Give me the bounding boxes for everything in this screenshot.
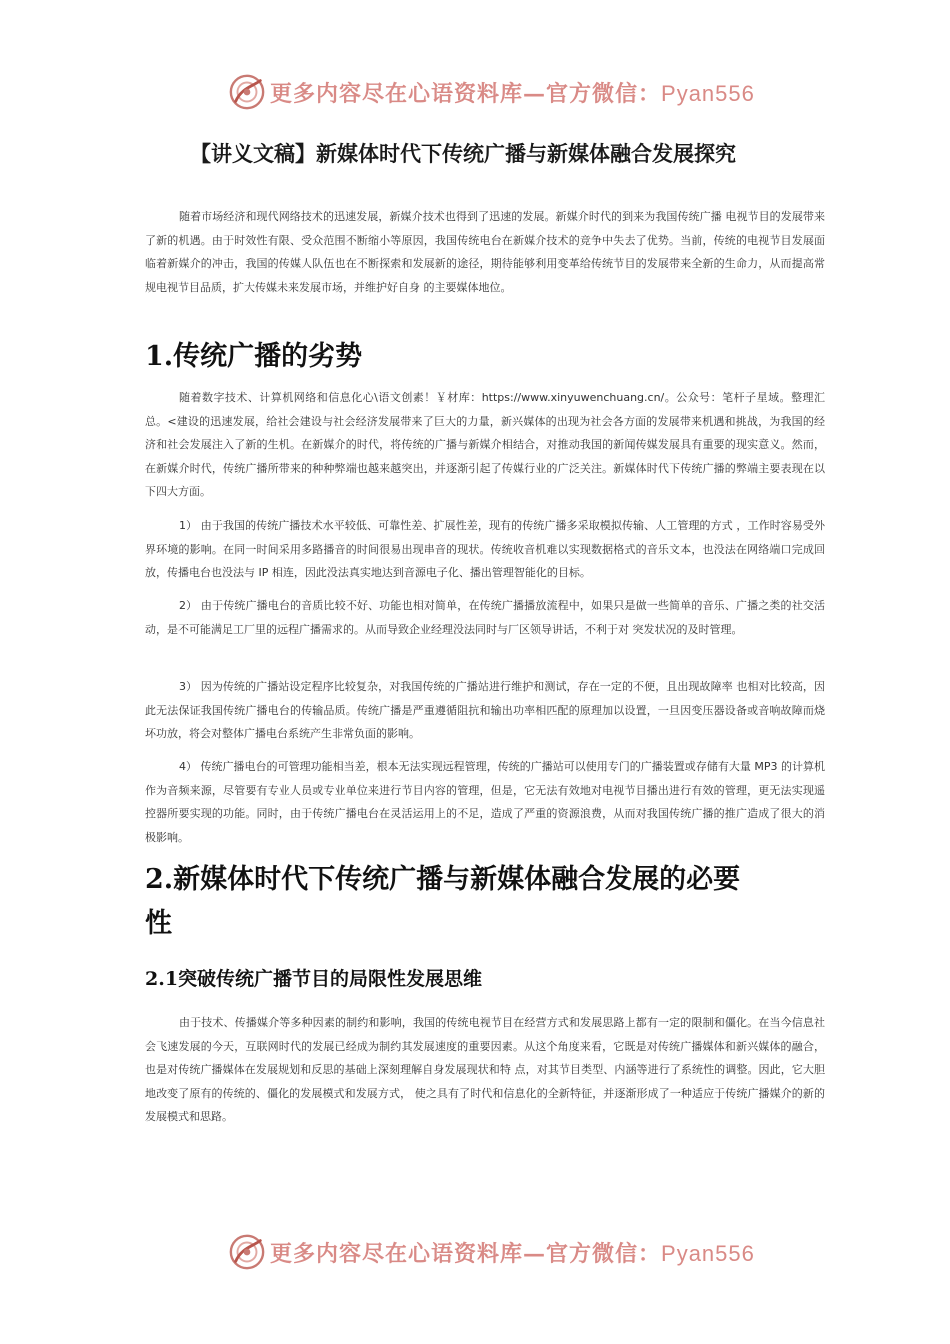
section-1-paragraph: 随着数字技术、计算机网络和信息化心\语文创素！￥材库：https://www.xinyuwenchuang.cn/。公众号：笔杆子星域。整理汇总。<建设的迅速发展，给社会建设与社会经济发展带来了巨大的力量，新兴媒体的出现为社会各方面的发展带来机遇和挑战，为我国的经济和社会发展注入了新的生机。在新媒介的时代，将传统的广播与新媒介相结合，对推动我国的新闻传媒发展具有重要的现实意义。然而，在新媒介时代，传统广播所带来的种种弊端也越来越突出，并逐渐引起了传媒行业的广泛关注。新媒体时代下传统广播的弊端主要表现在以下四大方面。 [145,391,825,498]
footer-banner [228,1232,755,1272]
section-2-heading-line1: 2.新媒体时代下传统广播与新媒体融合发展的必要 [145,864,741,895]
section-2-1-heading: 2.1突破传统广播节目的局限性发展思维 [145,968,483,990]
list-item-4: 4） 传统广播电台的可管理功能相当差，根本无法实现远程管理，传统的广播站可以使用专门的广播装置或存储有大量 MP3 的计算机作为音频来源，尽管要有专业人员或专业单位来进行节目内容的管理，但是，它无法有效地对电视节目播出进行有效的管理，更无法实现遥控器所要实现的功能。同时，由于传统广播电台在灵活运用上的不足，造成了严重的资源浪费，从而对我国传统广播的推广造成了很大的消极影响。 [145,760,825,844]
header-banner [228,72,755,112]
banner-wechat-id: Pyan556 [661,80,755,106]
logo-icon [228,73,266,111]
banner-text: 更多内容尽在心语资料库—官方微信：Pyan556 [270,80,755,107]
banner-wechat-id: Pyan556 [661,1240,755,1266]
section-1-heading: 1.传统广播的劣势 [145,341,363,372]
banner-text: 更多内容尽在心语资料库—官方微信：Pyan556 [270,1240,755,1267]
logo-icon [228,1233,266,1271]
intro-paragraph: 随着市场经济和现代网络技术的迅速发展，新媒介技术也得到了迅速的发展。新媒介时代的到来为我国传统广播 电视节目的发展带来了新的机遇。由于时效性有限、受众范围不断缩小等原因，我国传统电台在新媒介技术的竞争中失去了优势。当前，传统的电视节目发展面临着新媒介的冲击，我国的传媒人队伍也在不断探索和发展新的途径，期待能够利用变革给传统节目的发展带来全新的生命力，从而提高常规电视节目品质，扩大传媒未来发展市场，并维护好自身 的主要媒体地位。 [145,210,825,294]
list-item-3: 3） 因为传统的广播站设定程序比较复杂，对我国传统的广播站进行维护和测试，存在一定的不便，且出现故障率 也相对比较高，因此无法保证我国传统广播电台的传输品质。传统广播是严重遵循阻抗和输出功率相匹配的原理加以设置，一旦因变压器设备或音响故障而烧坏功放，将会对整体广播电台系统产生非常负面的影响。 [145,680,825,740]
section-2-1-paragraph: 由于技术、传播媒介等多种因素的制约和影响，我国的传统电视节目在经营方式和发展思路上都有一定的限制和僵化。在当今信息社会飞速发展的今天，互联网时代的发展已经成为制约其发展速度的重要因素。从这个角度来看，它既是对传统广播媒体和新兴媒体的融合，也是对传统广播媒体在发展规划和反思的基础上深刻理解自身发展现状和特 点，对其节目类型、内涵等进行了系统性的调整。因此，它大胆地改变了原有的传统的、僵化的发展模式和发展方式， 使之具有了时代和信息化的全新特征，并逐渐形成了一种适应于传统广播媒介的新的发展模式和思路。 [145,1016,825,1123]
section-2-heading-line2: 性 [145,908,172,939]
list-item-2: 2） 由于传统广播电台的音质比较不好、功能也相对简单，在传统广播播放流程中，如果只是做一些简单的音乐、广播之类的社交活动，是不可能满足工厂里的远程广播需求的。从而导致企业经理没法同时与厂区领导讲话，不利于对 突发状况的及时管理。 [145,599,825,636]
list-item-1: 1） 由于我国的传统广播技术水平较低、可靠性差、扩展性差，现有的传统广播多采取模拟传输、人工管理的方式 ，工作时容易受外界环境的影响。在同一时间采用多路播音的时间很易出现串音的现状。传统收音机难以实现数据格式的音乐文本，也没法在网络端口完成回放，传播电台也没法与 IP 相连，因此没法真实地达到音源电子化、播出管理智能化的目标。 [145,519,825,579]
document-title: 【讲义文稿】新媒体时代下传统广播与新媒体融合发展探究 [190,142,736,166]
